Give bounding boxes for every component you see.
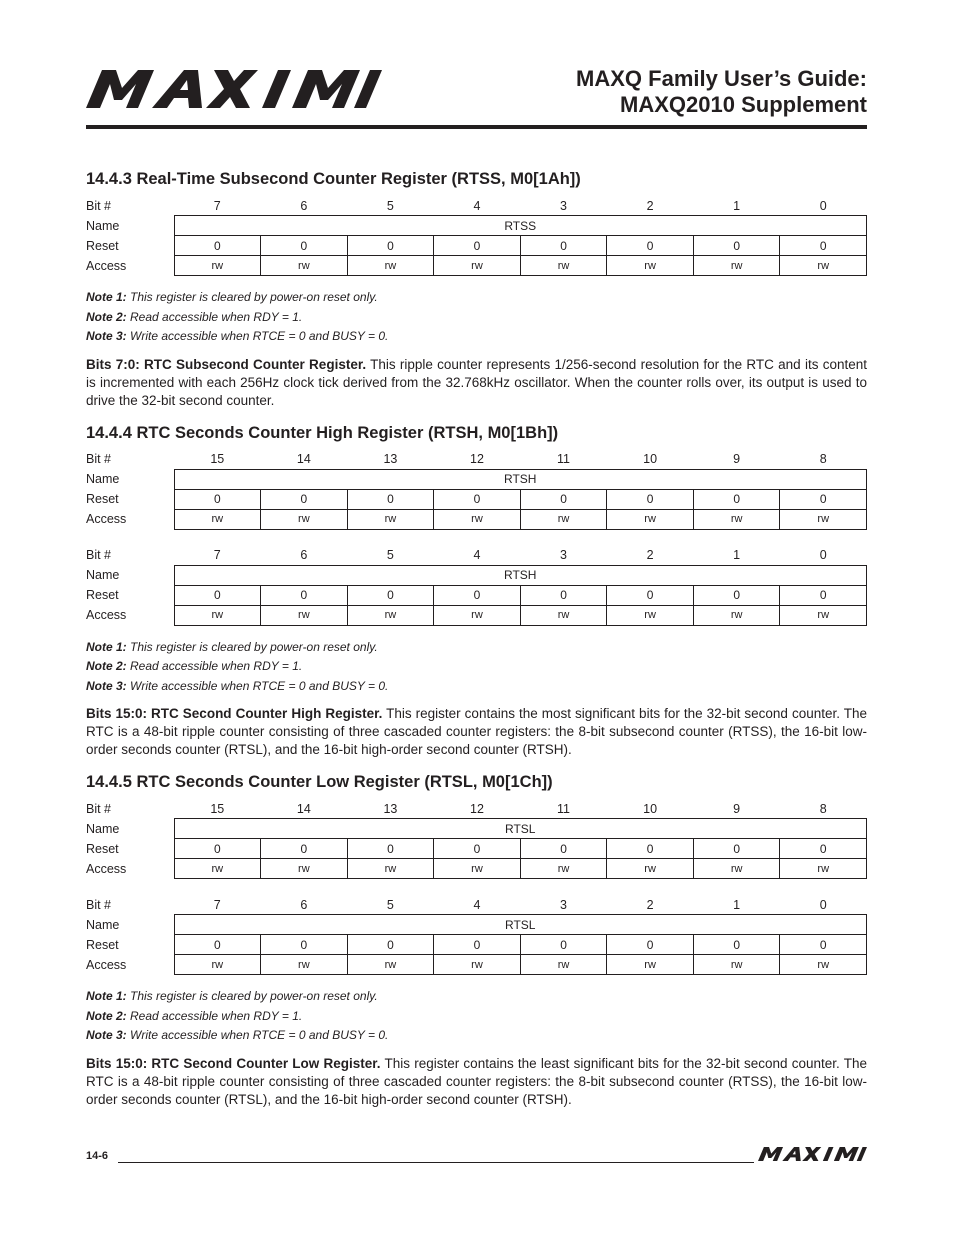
section-heading: 14.4.5 RTC Seconds Counter Low Register (RTSL, M0[1Ch]) — [86, 773, 553, 791]
bit-description-text: This register contains the most significant bits for the 32-bit second counter. The RTC is a 48-bit ripple counter consisting of three cascaded counter registers: the 8-bit subsecond counter (RTSS), the 16-bit low-order seconds counter (RTSL), and the 16-bit high-order second counter (RTSH). — [86, 706, 868, 757]
bit-number: 7 — [213, 548, 221, 562]
maxim-logo — [86, 70, 382, 108]
bit-number-row — [86, 799, 867, 819]
bit-number: 7 — [213, 897, 221, 912]
bit-number: 12 — [470, 801, 484, 816]
note-text: This register is cleared by power-on reset only. — [130, 989, 378, 1003]
bit-number: 1 — [733, 548, 741, 562]
bit-number: 2 — [646, 548, 654, 562]
register-name-row — [86, 469, 867, 489]
bit-description — [86, 356, 867, 410]
access-value: rw — [520, 859, 607, 879]
row-label-access: Access — [86, 861, 127, 876]
reset-value: 0 — [434, 236, 521, 256]
note-label: Note 1: — [86, 989, 127, 1003]
register-bit-table — [86, 196, 867, 276]
reset-value: 0 — [174, 489, 261, 509]
row-label-name: Name — [86, 218, 120, 233]
note-line — [86, 1026, 867, 1046]
register-name: RTSL — [174, 819, 867, 839]
reset-value: 0 — [347, 585, 434, 605]
access-value: rw — [607, 955, 694, 975]
bit-number-row — [86, 196, 867, 216]
access-value: rw — [347, 605, 434, 625]
reset-value: 0 — [434, 935, 521, 955]
access-value: rw — [174, 256, 261, 276]
access-value: rw — [693, 256, 780, 276]
access-value: rw — [347, 509, 434, 529]
bit-number: 4 — [473, 198, 481, 213]
access-value: rw — [780, 509, 867, 529]
bit-number: 14 — [296, 801, 311, 816]
reset-value: 0 — [607, 585, 694, 605]
note-label: Note 3: — [86, 1028, 127, 1042]
access-value: rw — [347, 859, 434, 879]
reset-value: 0 — [780, 489, 867, 509]
table-gap — [86, 530, 867, 546]
register-name: RTSH — [174, 565, 867, 585]
bit-number: 14 — [296, 452, 311, 466]
note-line — [86, 987, 867, 1007]
access-value: rw — [693, 955, 780, 975]
table-gap — [86, 879, 867, 895]
reset-value: 0 — [607, 839, 694, 859]
bit-number: 8 — [819, 801, 827, 816]
reset-value: 0 — [607, 489, 694, 509]
register-name-row — [86, 819, 867, 839]
bit-number-row — [86, 450, 867, 470]
row-label-name: Name — [86, 917, 120, 932]
row-label-access: Access — [86, 512, 127, 526]
reset-value: 0 — [780, 839, 867, 859]
bit-number: 13 — [383, 452, 398, 466]
row-label-reset: Reset — [86, 937, 119, 952]
reset-row — [86, 935, 867, 955]
page-content — [86, 168, 867, 1121]
row-label-reset: Reset — [86, 841, 119, 856]
bit-number: 10 — [643, 801, 658, 816]
note-text: This register is cleared by power-on reset only. — [130, 290, 378, 304]
bit-number: 13 — [383, 801, 398, 816]
register-name-row — [86, 565, 867, 585]
reset-value: 0 — [693, 489, 780, 509]
note-line — [86, 327, 867, 347]
reset-value: 0 — [347, 935, 434, 955]
access-value: rw — [434, 509, 521, 529]
access-value: rw — [520, 509, 607, 529]
access-row — [86, 509, 867, 529]
section-heading: 14.4.3 Real-Time Subsecond Counter Register (RTSS, M0[1Ah]) — [86, 170, 581, 188]
title-line-1: MAXQ Family User’s Guide: — [576, 66, 867, 91]
row-label-bit: Bit # — [86, 548, 112, 563]
note-label: Note 2: — [86, 309, 127, 324]
bit-number: 0 — [819, 198, 827, 213]
bit-number: 3 — [560, 897, 567, 912]
bit-description-text: This register contains the least significant bits for the 32-bit second counter. The RTC is a 48-bit ripple counter consisting of three cascaded counter registers: the 8-bit subsecond counter (RTSS), the 16-bit low-order seconds counter (RTSL), and the 16-bit high-order second counter (RTSH). — [86, 1055, 867, 1107]
bit-number: 3 — [560, 198, 567, 213]
register-section — [86, 771, 867, 1109]
title-line-2: MAXQ2010 Supplement — [620, 92, 867, 117]
reset-value: 0 — [693, 839, 780, 859]
reset-value: 0 — [520, 489, 607, 509]
bit-number: 5 — [386, 548, 394, 562]
bit-number: 1 — [733, 897, 741, 912]
reset-value: 0 — [434, 839, 521, 859]
register-section — [86, 168, 867, 410]
access-value: rw — [347, 256, 434, 276]
document-title — [576, 66, 867, 118]
bit-description-text: This ripple counter represents 1/256-second resolution for the RTC and its content is incremented with each 256Hz clock tick derived from the 32.768kHz oscillator. When the counter rolls over, its output is used to drive the 32-bit second counter. — [86, 356, 867, 408]
reset-value: 0 — [347, 489, 434, 509]
row-label-bit: Bit # — [86, 897, 112, 912]
access-row — [86, 955, 867, 975]
reset-value: 0 — [174, 585, 261, 605]
bit-number: 4 — [473, 897, 481, 912]
bit-description-label: Bits 15:0: RTC Second Counter High Register. — [86, 706, 383, 721]
access-value: rw — [434, 955, 521, 975]
row-label-name: Name — [86, 472, 120, 486]
note-text: Read accessible when RDY = 1. — [130, 309, 303, 324]
note-text: This register is cleared by power-on reset only. — [130, 639, 378, 654]
reset-row — [86, 236, 867, 256]
register-name-row — [86, 915, 867, 935]
reset-value: 0 — [780, 585, 867, 605]
access-value: rw — [780, 955, 867, 975]
note-line — [86, 288, 867, 308]
access-row — [86, 256, 867, 276]
register-name: RTSL — [174, 915, 867, 935]
register-name-row — [86, 216, 867, 236]
access-value: rw — [520, 605, 607, 625]
reset-value: 0 — [520, 585, 607, 605]
reset-value: 0 — [520, 236, 607, 256]
note-line — [86, 638, 867, 658]
access-value: rw — [780, 859, 867, 879]
reset-value: 0 — [434, 489, 521, 509]
access-row — [86, 859, 867, 879]
note-text: Read accessible when RDY = 1. — [130, 659, 303, 673]
row-label-bit: Bit # — [86, 198, 112, 213]
bit-number: 6 — [300, 198, 308, 213]
reset-value: 0 — [693, 935, 780, 955]
bit-number: 4 — [473, 548, 481, 562]
row-label-reset: Reset — [86, 238, 119, 253]
access-value: rw — [261, 256, 348, 276]
note-text: Write accessible when RTCE = 0 and BUSY = 0. — [130, 678, 389, 693]
bit-description — [86, 705, 867, 759]
register-notes — [86, 638, 867, 697]
row-label-reset: Reset — [86, 588, 119, 602]
bit-number: 5 — [386, 897, 394, 912]
row-label-access: Access — [86, 608, 127, 622]
note-text: Write accessible when RTCE = 0 and BUSY = 0. — [130, 329, 389, 343]
reset-value: 0 — [174, 935, 261, 955]
bit-number: 8 — [819, 452, 827, 466]
bit-number: 2 — [646, 198, 654, 213]
access-value: rw — [174, 605, 261, 625]
maxim-logo-footer — [758, 1147, 867, 1161]
note-line — [86, 308, 867, 328]
reset-value: 0 — [261, 839, 348, 859]
reset-value: 0 — [780, 236, 867, 256]
bit-number: 5 — [386, 198, 394, 213]
access-value: rw — [174, 859, 261, 879]
access-value: rw — [261, 955, 348, 975]
bit-number: 7 — [213, 198, 221, 213]
bit-description — [86, 1055, 867, 1109]
note-text: Write accessible when RTCE = 0 and BUSY = 0. — [130, 1028, 389, 1042]
section-heading: 14.4.4 RTC Seconds Counter High Register (RTSH, M0[1Bh]) — [86, 423, 559, 442]
reset-value: 0 — [607, 935, 694, 955]
bit-number: 10 — [643, 452, 658, 466]
note-label: Note 3: — [86, 678, 127, 693]
bit-number-row — [86, 546, 867, 566]
reset-value: 0 — [261, 585, 348, 605]
register-name: RTSH — [174, 469, 867, 489]
bit-number: 15 — [210, 801, 225, 816]
access-value: rw — [607, 605, 694, 625]
access-value: rw — [174, 509, 261, 529]
reset-value: 0 — [347, 839, 434, 859]
register-name: RTSS — [174, 216, 867, 236]
access-value: rw — [607, 859, 694, 879]
bit-number: 9 — [733, 452, 741, 466]
access-value: rw — [607, 509, 694, 529]
access-value: rw — [261, 859, 348, 879]
access-value: rw — [693, 509, 780, 529]
note-label: Note 1: — [86, 639, 127, 654]
row-label-access: Access — [86, 258, 127, 273]
bit-number: 6 — [300, 548, 308, 562]
row-label-bit: Bit # — [86, 801, 112, 816]
access-value: rw — [174, 955, 261, 975]
reset-value: 0 — [607, 236, 694, 256]
access-value: rw — [434, 605, 521, 625]
bit-number: 15 — [210, 452, 225, 466]
register-bit-table — [86, 450, 867, 530]
reset-value: 0 — [520, 935, 607, 955]
footer-rule — [118, 1162, 754, 1163]
reset-row — [86, 489, 867, 509]
header-rule — [86, 125, 867, 129]
bit-number: 6 — [300, 897, 308, 912]
access-value: rw — [693, 605, 780, 625]
bit-description-label: Bits 15:0: RTC Second Counter Low Register. — [86, 1055, 381, 1071]
access-row — [86, 605, 867, 625]
bit-number: 11 — [557, 801, 571, 816]
reset-value: 0 — [261, 236, 348, 256]
access-value: rw — [780, 256, 867, 276]
bit-number-row — [86, 895, 867, 915]
access-value: rw — [520, 955, 607, 975]
bit-number: 12 — [470, 452, 484, 466]
access-value: rw — [520, 256, 607, 276]
access-value: rw — [693, 859, 780, 879]
note-label: Note 3: — [86, 329, 127, 343]
note-text: Read accessible when RDY = 1. — [130, 1008, 303, 1023]
row-label-name: Name — [86, 568, 120, 582]
bit-number: 11 — [557, 452, 571, 466]
reset-row — [86, 585, 867, 605]
reset-value: 0 — [261, 935, 348, 955]
note-label: Note 2: — [86, 659, 127, 673]
reset-value: 0 — [261, 489, 348, 509]
register-bit-table — [86, 895, 867, 975]
row-label-name: Name — [86, 821, 120, 836]
bit-number: 9 — [733, 801, 741, 816]
reset-value: 0 — [520, 839, 607, 859]
register-bit-table — [86, 799, 867, 879]
register-notes — [86, 288, 867, 347]
bit-number: 0 — [819, 897, 827, 912]
note-label: Note 2: — [86, 1008, 127, 1023]
bit-number: 0 — [819, 548, 827, 562]
bit-number: 1 — [733, 198, 741, 213]
reset-value: 0 — [347, 236, 434, 256]
reset-value: 0 — [693, 236, 780, 256]
access-value: rw — [347, 955, 434, 975]
note-line — [86, 677, 867, 697]
reset-value: 0 — [174, 839, 261, 859]
note-label: Note 1: — [86, 290, 127, 304]
bit-number: 3 — [560, 548, 567, 562]
reset-value: 0 — [434, 585, 521, 605]
access-value: rw — [607, 256, 694, 276]
access-value: rw — [261, 605, 348, 625]
register-notes — [86, 987, 867, 1046]
row-label-access: Access — [86, 957, 127, 972]
bit-description-label: Bits 7:0: RTC Subsecond Counter Register. — [86, 356, 367, 372]
access-value: rw — [434, 256, 521, 276]
row-label-reset: Reset — [86, 492, 119, 506]
reset-value: 0 — [174, 236, 261, 256]
reset-value: 0 — [693, 585, 780, 605]
reset-row — [86, 839, 867, 859]
bit-number: 2 — [646, 897, 654, 912]
note-line — [86, 657, 867, 677]
register-bit-table — [86, 546, 867, 626]
access-value: rw — [780, 605, 867, 625]
register-section — [86, 422, 867, 760]
reset-value: 0 — [780, 935, 867, 955]
access-value: rw — [261, 509, 348, 529]
row-label-bit: Bit # — [86, 452, 112, 467]
note-line — [86, 1007, 867, 1027]
page-number: 14-6 — [86, 1150, 109, 1162]
access-value: rw — [434, 859, 521, 879]
